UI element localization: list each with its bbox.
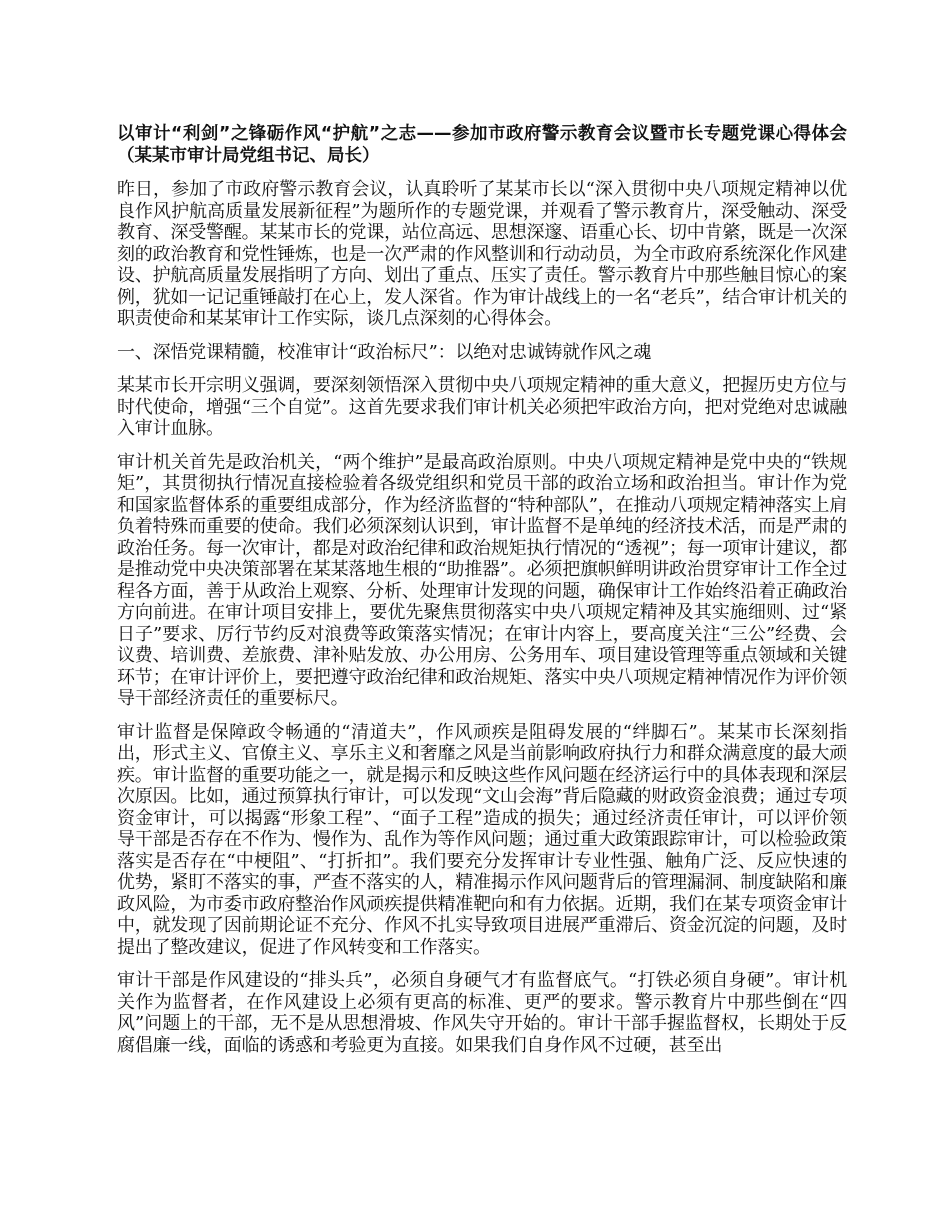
body-paragraph: 审计干部是作风建设的“排头兵”，必须自身硬气才有监督底气。“打铁必须自身硬”。审计机关作为监督者，在作风建设上必须有更高的标准、更严的要求。警示教育片中那些倒在“四风”问题上的干部，无不是从思想滑坡、作风失守开始的。审计干部手握监督权，长期处于反腐倡廉一线，面临的诱惑和考验更为直接。如果我们自身作风不过硬，甚至出 [117,970,847,1056]
body-paragraph: 某某市长开宗明义强调，要深刻领悟深入贯彻中央八项规定精神的重大意义，把握历史方位与时代使命，增强“三个自觉”。这首先要求我们审计机关必须把牢政治方向，把对党绝对忠诚融入审计血脉。 [117,375,848,439]
body-paragraph: 审计机关首先是政治机关，“两个维护”是最高政治原则。中央八项规定精神是党中央的“铁规矩”，其贯彻执行情况直接检验着各级党组织和党员干部的政治立场和政治担当。审计作为党和国家监督体系的重要组成部分，作为经济监督的“特种部队”，在推动八项规定精神落实上肩负着特殊而重要的使命。我们必须深刻认识到，审计监督不是单纯的经济技术活，而是严肃的政治任务。每一次审计，都是对政治纪律和政治规矩执行情况的“透视”；每一项审计建议，都是推动党中央决策部署在某某落地生根的“助推器”。必须把旗帜鲜明讲政治贯穿审计工作全过程各方面，善于从政治上观察、分析、处理审计发现的问题，确保审计工作始终沿着正确政治方向前进。在审计项目安排上，要优先聚焦贯彻落实中央八项规定精神及其实施细则、过“紧日子”要求、厉行节约反对浪费等政策落实情况；在审计内容上，要高度关注“三公”经费、会议费、培训费、差旅费、津补贴发放、办公用房、公务用车、项目建设管理等重点领域和关键环节；在审计评价上，要把遵守政治纪律和政治规矩、落实中央八项规定精神情况作为评价领导干部经济责任的重要标尺。 [117,451,848,709]
document-page [117,123,847,1068]
body-paragraph: 审计监督是保障政令畅通的“清道夫”，作风顽疾是阻碍发展的“绊脚石”。某某市长深刻指出，形式主义、官僚主义、享乐主义和奢靡之风是当前影响政府执行力和群众满意度的最大顽疾。审计监督的重要功能之一，就是揭示和反映这些作风问题在经济运行中的具体表现和深层次原因。比如，通过预算执行审计，可以发现“文山会海”背后隐藏的财政资金浪费；通过专项资金审计，可以揭露“形象工程”、“面子工程”造成的损失；通过经济责任审计，可以评价领导干部是否存在不作为、慢作为、乱作为等作风问题；通过重大政策跟踪审计，可以检验政策落实是否存在“中梗阻”、“打折扣”。我们要充分发挥审计专业性强、触角广泛、反应快速的优势，紧盯不落实的事，严查不落实的人，精准揭示作风问题背后的管理漏洞、制度缺陷和廉政风险，为市委市政府整治作风顽疾提供精准靶向和有力依据。近期，我们在某专项资金审计中，就发现了因前期论证不充分、作风不扎实导致项目进展严重滞后、资金沉淀的问题，及时提出了整改建议，促进了作风转变和工作落实。 [117,721,848,958]
document-title: 以审计“利剑”之锋砺作风“护航”之志——参加市政府警示教育会议暨市长专题党课心得体会（某某市审计局党组书记、局长） [117,124,847,166]
intro-paragraph: 昨日，参加了市政府警示教育会议，认真聆听了某某市长以“深入贯彻中央八项规定精神以优良作风护航高质量发展新征程”为题所作的专题党课，并观看了警示教育片，深受触动、深受教育、深受警醒。某某市长的党课，站位高远、思想深邃、语重心长、切中肯綮，既是一次深刻的政治教育和党性锤炼，也是一次严肃的作风整训和行动动员，为全市政府系统深化作风建设、护航高质量发展指明了方向、划出了重点、压实了责任。警示教育片中那些触目惊心的案例，犹如一记记重锤敲打在心上，发人深省。作为审计战线上的一名“老兵”，结合审计机关的职责使命和某某审计工作实际，谈几点深刻的心得体会。 [117,179,848,329]
section-heading-1: 一、深悟党课精髓，校准审计“政治标尺”：以绝对忠诚铸就作风之魂 [117,341,652,363]
